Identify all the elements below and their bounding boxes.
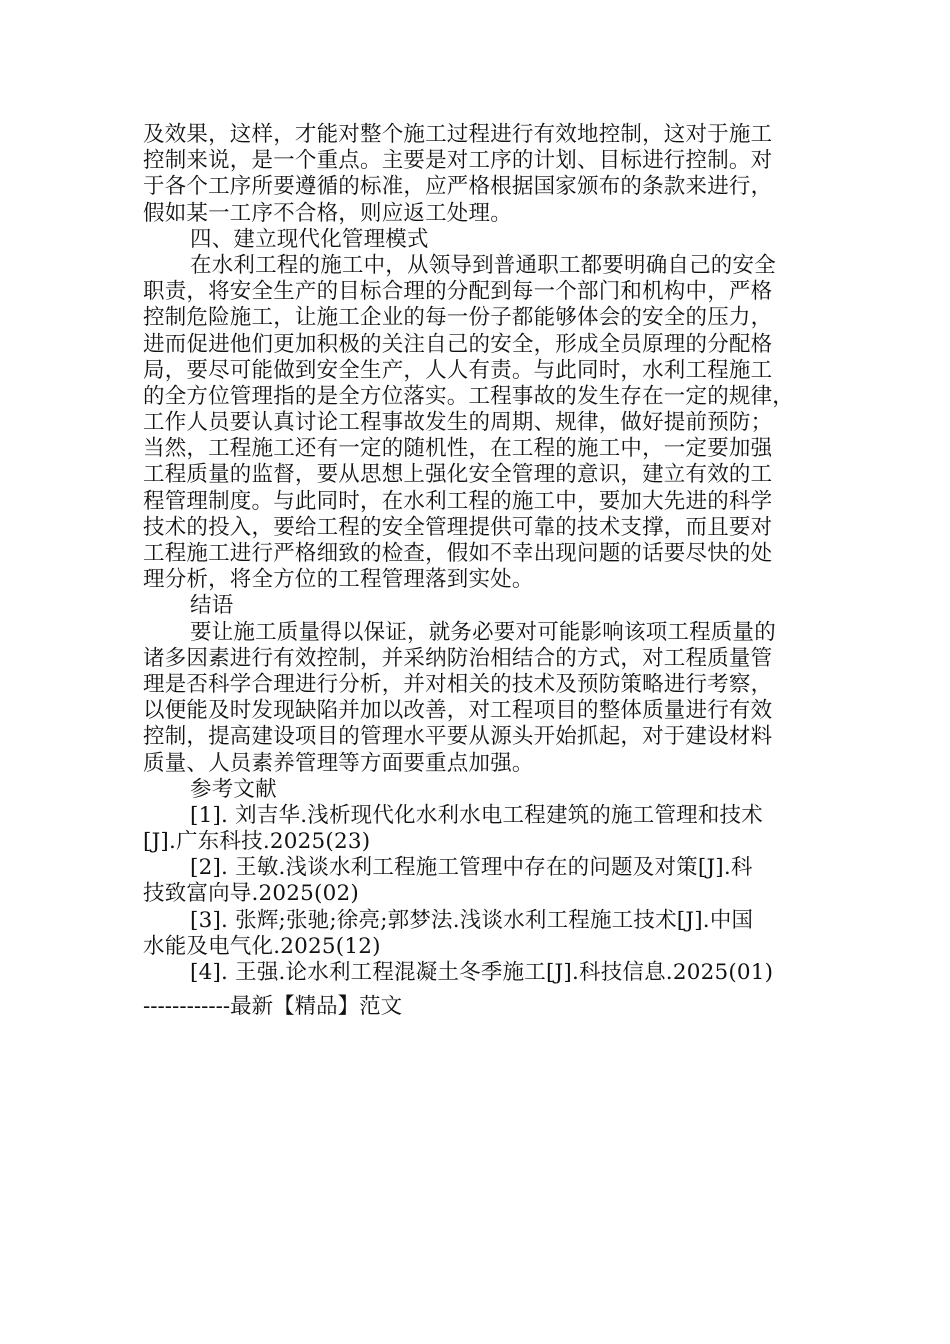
text-line: 假如某一工序不合格，则应返工处理。 bbox=[143, 200, 512, 226]
text-line: 工程质量的监督，要从思想上强化安全管理的意识，建立有效的工 bbox=[143, 462, 773, 488]
text-line: 理分析，将全方位的工程管理落到实处。 bbox=[143, 567, 534, 593]
text-line: 理是否科学合理进行分析，并对相关的技术及预防策略进行考察， bbox=[143, 671, 773, 697]
text-line: 控制危险施工，让施工企业的每一份子都能够体会的安全的压力， bbox=[143, 305, 773, 331]
text-line: 工作人员要认真讨论工程事故发生的周期、规律，做好提前预防； bbox=[143, 410, 773, 436]
text-line: 程管理制度。与此同时，在水利工程的施工中，要加大先进的科学 bbox=[143, 488, 773, 514]
text-line: 水能及电气化.2025(12) bbox=[143, 933, 381, 959]
text-line: 参考文献 bbox=[190, 776, 277, 802]
text-line: 控制来说，是一个重点。主要是对工序的计划、目标进行控制。对 bbox=[143, 148, 773, 174]
text-line: 局，要尽可能做到安全生产，人人有责。与此同时，水利工程施工 bbox=[143, 357, 773, 383]
text-line: 技术的投入，要给工程的安全管理提供可靠的技术支撑，而且要对 bbox=[143, 514, 773, 540]
text-line: [2]. 王敏.浅谈水利工程施工管理中存在的问题及对策[J].科 bbox=[190, 855, 753, 881]
text-line: 诸多因素进行有效控制，并采纳防治相结合的方式，对工程质量管 bbox=[143, 645, 773, 671]
document-body bbox=[143, 122, 808, 986]
text-line: [4]. 王强.论水利工程混凝土冬季施工[J].科技信息.2025(01) bbox=[190, 960, 774, 985]
footer-text: ------------最新【精品】范文 bbox=[143, 994, 403, 1019]
text-line: 控制，提高建设项目的管理水平要从源头开始抓起，对于建设材料 bbox=[143, 724, 773, 750]
text-line: 以便能及时发现缺陷并加以改善，对工程项目的整体质量进行有效 bbox=[143, 698, 773, 724]
text-line: 质量、人员素养管理等方面要重点加强。 bbox=[143, 750, 534, 776]
text-line: 进而促进他们更加积极的关注自己的安全，形成全员原理的分配格 bbox=[143, 331, 773, 357]
text-line: 于各个工序所要遵循的标准，应严格根据国家颁布的条款来进行， bbox=[143, 174, 773, 200]
text-line: [1]. 刘吉华.浅析现代化水利水电工程建筑的施工管理和技术 bbox=[190, 802, 763, 828]
text-line: 职责，将安全生产的目标合理的分配到每一个部门和机构中，严格 bbox=[143, 279, 773, 305]
text-line: 技致富向导.2025(02) bbox=[143, 881, 359, 907]
text-line: 四、建立现代化管理模式 bbox=[190, 226, 429, 252]
text-line: 结语 bbox=[190, 593, 234, 619]
text-line: [J].广东科技.2025(23) bbox=[143, 829, 371, 855]
text-line: 及效果，这样，才能对整个施工过程进行有效地控制，这对于施工 bbox=[143, 122, 773, 147]
text-line: 要让施工质量得以保证，就务必要对可能影响该项工程质量的 bbox=[190, 619, 776, 645]
text-line: 的全方位管理指的是全方位落实。工程事故的发生存在一定的规律， bbox=[143, 383, 795, 409]
text-line: 工程施工进行严格细致的检查，假如不幸出现问题的话要尽快的处 bbox=[143, 541, 773, 566]
text-line: 在水利工程的施工中，从领导到普通职工都要明确自己的安全 bbox=[190, 252, 776, 278]
text-line: 当然，工程施工还有一定的随机性，在工程的施工中，一定要加强 bbox=[143, 436, 773, 462]
text-line: [3]. 张辉;张驰;徐亮;郭梦法.浅谈水利工程施工技术[J].中国 bbox=[190, 907, 754, 933]
